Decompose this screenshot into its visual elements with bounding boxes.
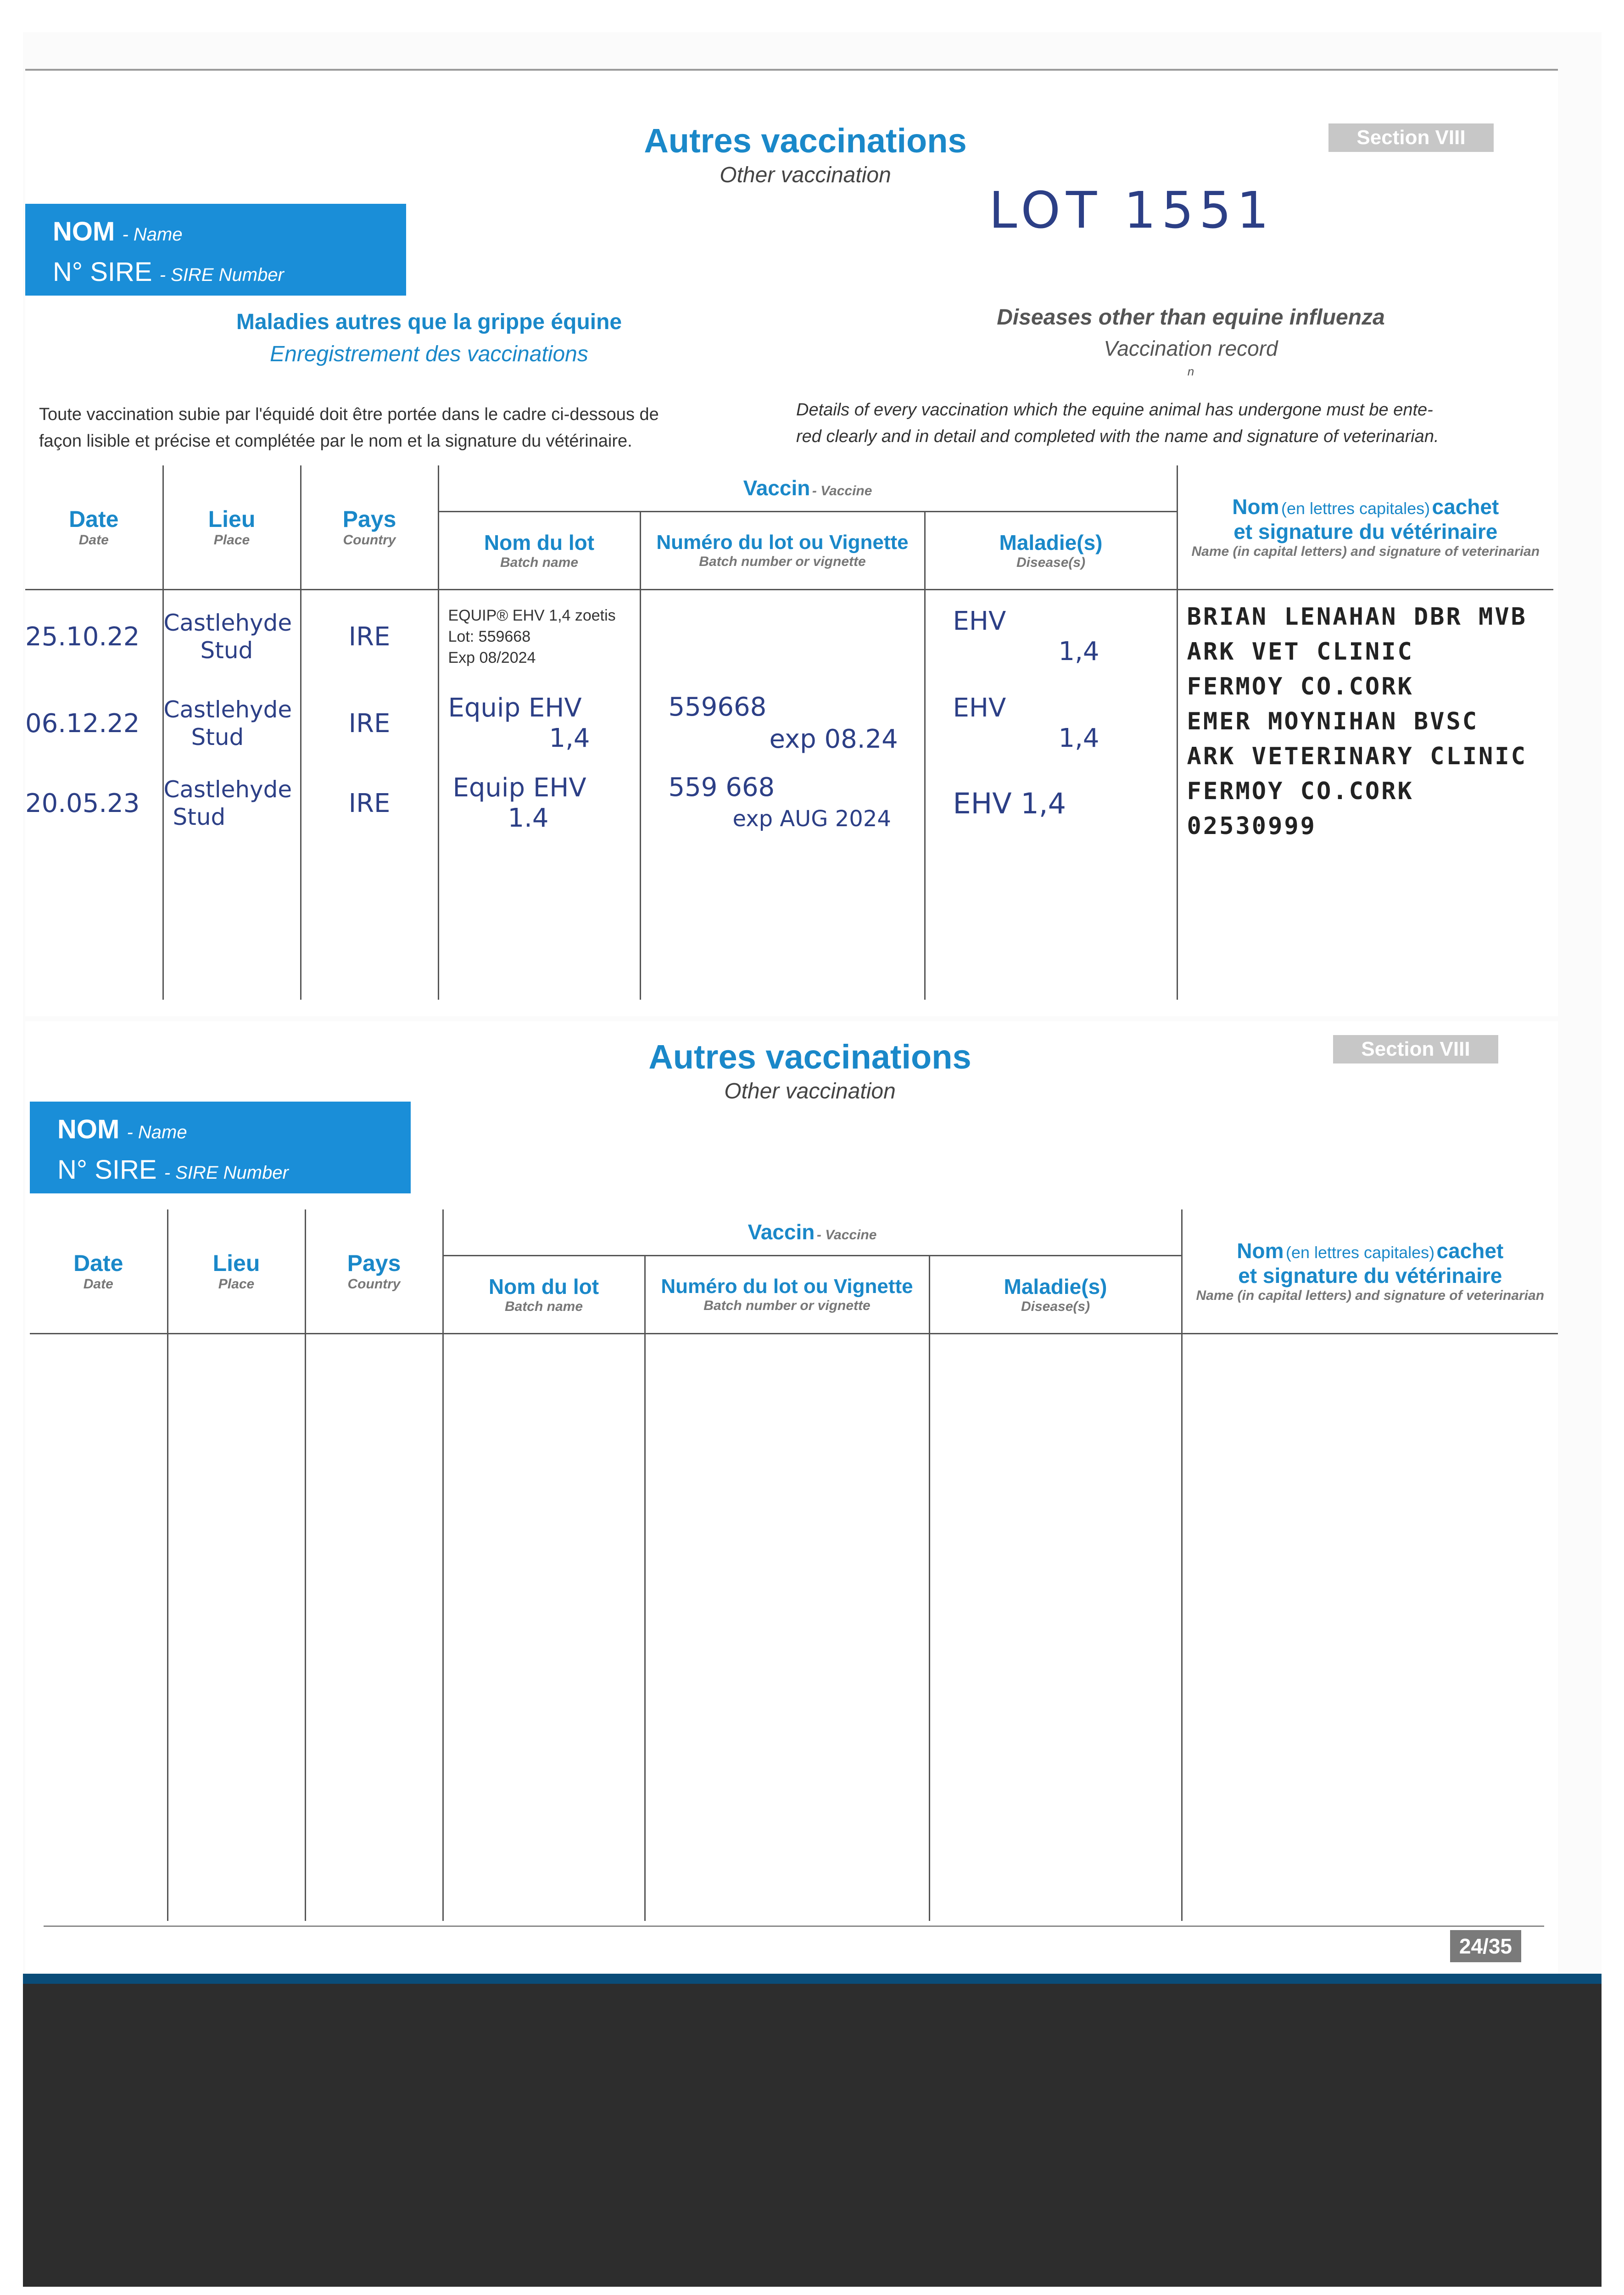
row-disease: EHV 1,4	[953, 606, 1099, 667]
name-box	[30, 1102, 411, 1193]
row-date: 06.12.22	[25, 708, 140, 739]
header-disease: Maladie(s) Disease(s)	[925, 511, 1177, 589]
row-place: Castlehyde Stud	[163, 610, 292, 664]
row-batch-label: EQUIP® EHV 1,4 zoetis Lot: 559668 Exp 08/2024	[448, 607, 616, 667]
row-batch-number: 559668 exp 08.24	[668, 692, 898, 755]
header-country: Pays Country	[301, 465, 438, 589]
vaccination-page-top	[25, 69, 1558, 1016]
bottom-rule	[44, 1926, 1544, 1927]
row-country: IRE	[348, 788, 391, 818]
section-badge: Section VIII	[1333, 1035, 1498, 1064]
en-mark: n	[1187, 364, 1194, 378]
sire-label-line	[53, 253, 406, 294]
fr-subheading: Enregistrement des vaccinations	[270, 342, 588, 366]
row-country: IRE	[348, 708, 391, 739]
sire-label: N° SIRE	[57, 1155, 157, 1185]
fr-instructions-line-2: façon lisible et précise et complétée par le nom et la signature du vétérinaire.	[39, 431, 632, 451]
row-batch-number: 559 668 exp AUG 2024	[668, 772, 891, 832]
header-batch-name: Nom du lot Batch name	[438, 511, 640, 589]
name-label-en: - Name	[127, 1122, 187, 1142]
row-batch-name: Equip EHV 1.4	[452, 773, 586, 834]
row-place: Castlehyde Stud	[163, 776, 292, 831]
sire-label-en: - SIRE Number	[159, 265, 284, 285]
name-box	[25, 204, 406, 296]
page-title: Autres vaccinations	[648, 1038, 971, 1076]
table-row-empty	[25, 844, 1553, 1000]
vaccination-table	[30, 1209, 1558, 1921]
section-badge: Section VIII	[1328, 123, 1494, 152]
row-disease: EHV 1,4	[953, 693, 1099, 754]
sire-label-en: - SIRE Number	[164, 1163, 289, 1183]
name-label: NOM	[53, 217, 115, 246]
fr-instructions-line-1: Toute vaccination subie par l'équidé doit être portée dans le cadre ci-dessous de	[39, 405, 659, 424]
vet-stamp: BRIAN LENAHAN DBR MVB ARK VET CLINIC FERMOY CO.CORK EMER MOYNIHAN BVSC ARK VETERINARY CLINIC FERMOY CO.CORK 02530999	[1187, 603, 1527, 840]
page-subtitle: Other vaccination	[720, 163, 891, 187]
vaccination-page-bottom	[25, 1021, 1558, 1976]
fr-instructions	[39, 401, 796, 454]
sire-label: N° SIRE	[53, 257, 152, 287]
row-date: 25.10.22	[25, 621, 140, 652]
name-label-line	[53, 213, 406, 253]
table-row-empty	[30, 1333, 1558, 1921]
page-number: 24/35	[1450, 1930, 1521, 1962]
vaccination-table	[25, 465, 1553, 1000]
en-instructions	[796, 397, 1549, 450]
header-vet: Nom (en lettres capitales) cachet et signature du vétérinaire Name (in capital letters) and signature of veterinarian	[1177, 465, 1553, 589]
header-place: Lieu Place	[163, 465, 301, 589]
scan-dark-band	[23, 1974, 1602, 2287]
header-batch-number: Numéro du lot ou Vignette Batch number or vignette	[640, 511, 925, 589]
sire-label-line	[57, 1151, 411, 1192]
fr-heading: Maladies autres que la grippe équine	[236, 310, 622, 334]
header-date: Date Date	[30, 1209, 167, 1333]
page-title: Autres vaccinations	[644, 122, 967, 160]
row-date: 20.05.23	[25, 788, 140, 818]
row-country: IRE	[348, 621, 391, 652]
row-place: Castlehyde Stud	[163, 696, 292, 751]
table-row	[25, 589, 1553, 683]
header-place: Lieu Place	[167, 1209, 305, 1333]
en-subheading: Vaccination record	[1104, 336, 1278, 360]
en-instructions-line-1: Details of every vaccination which the equine animal has undergone must be ente-	[796, 400, 1433, 420]
vet-stamp-cell	[1177, 589, 1553, 844]
header-vaccine: Vaccin - Vaccine	[443, 1209, 1182, 1255]
row-batch-name: Equip EHV 1,4	[448, 693, 590, 754]
header-disease: Maladie(s) Disease(s)	[929, 1255, 1182, 1333]
name-label-en: - Name	[122, 224, 183, 245]
header-vet: Nom (en lettres capitales) cachet et signature du vétérinaire Name (in capital letters) and signature of veterinarian	[1182, 1209, 1558, 1333]
header-batch-name: Nom du lot Batch name	[443, 1255, 645, 1333]
header-country: Pays Country	[305, 1209, 443, 1333]
en-instructions-line-2: red clearly and in detail and completed with the name and signature of veterinarian.	[796, 427, 1439, 446]
page-subtitle: Other vaccination	[724, 1079, 896, 1103]
name-label-line	[57, 1111, 411, 1151]
handwritten-lot-note: LOT 1551	[989, 181, 1275, 240]
header-date: Date Date	[25, 465, 163, 589]
row-disease: EHV 1,4	[953, 786, 1066, 820]
en-heading: Diseases other than equine influenza	[997, 305, 1385, 330]
header-batch-number: Numéro du lot ou Vignette Batch number or vignette	[645, 1255, 929, 1333]
header-vaccine: Vaccin - Vaccine	[438, 465, 1177, 511]
name-label: NOM	[57, 1114, 120, 1144]
